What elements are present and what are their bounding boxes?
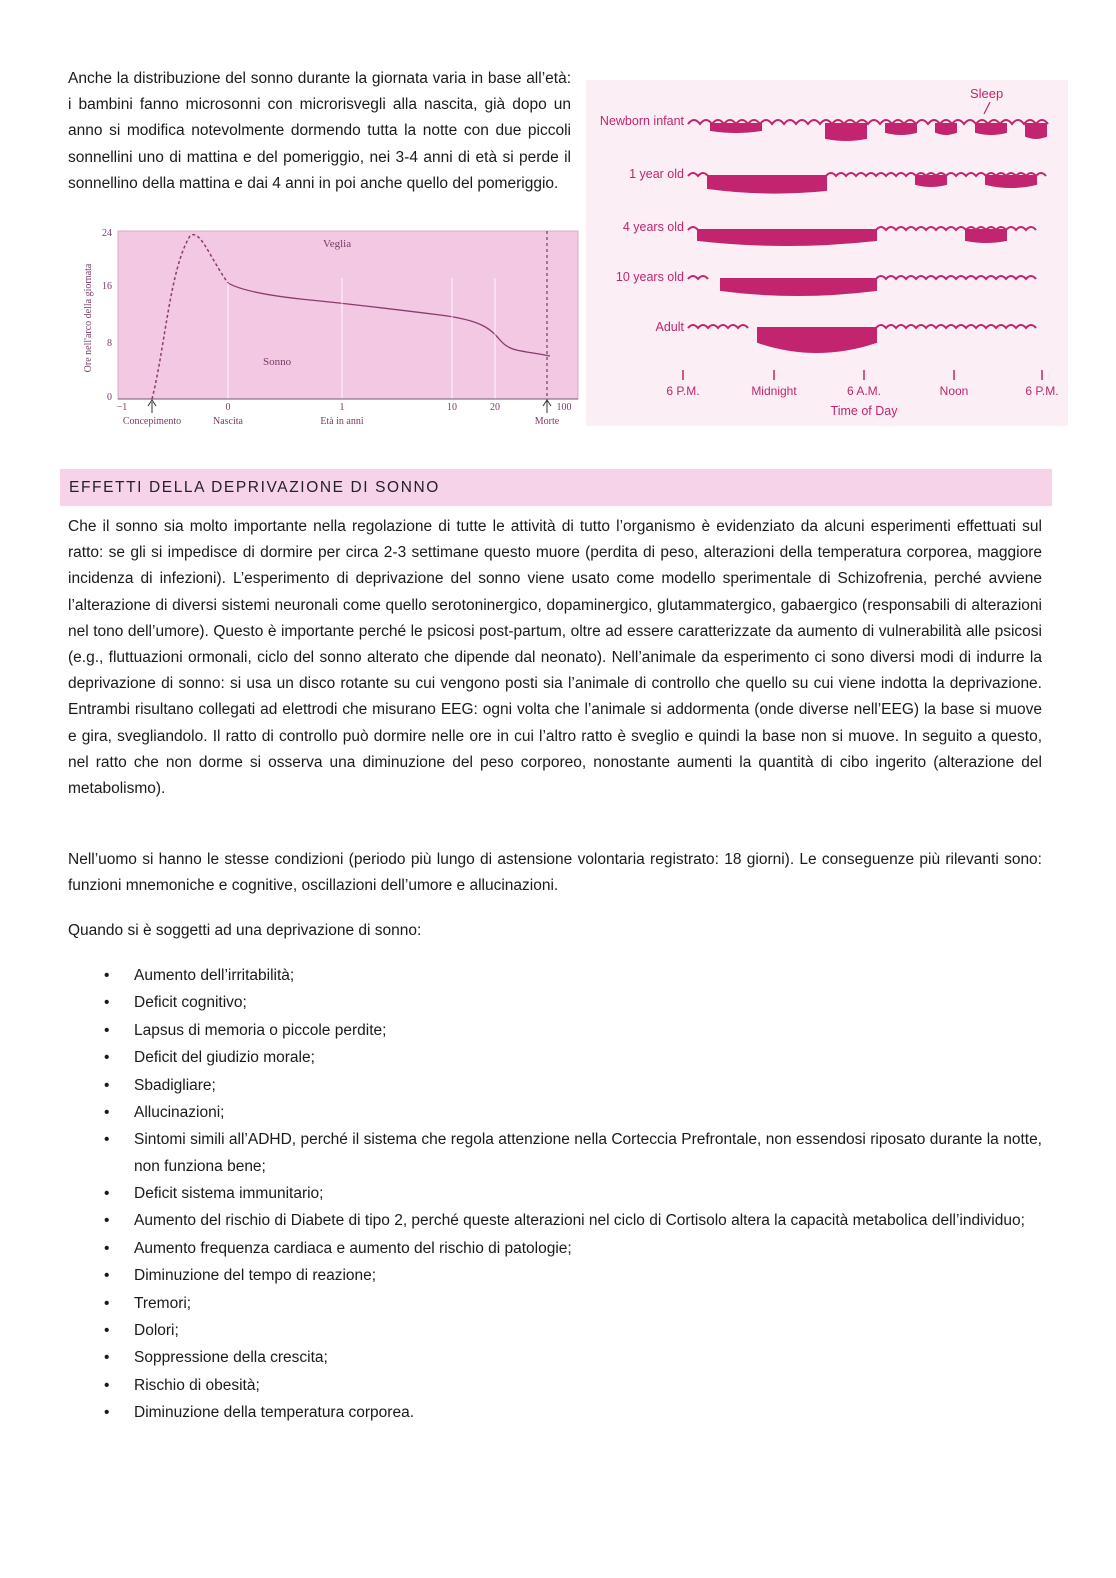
- four-years-sleep-trace: [688, 227, 1036, 245]
- list-item: • Deficit cognitivo;: [68, 990, 1042, 1016]
- label-sonno: Sonno: [263, 356, 292, 368]
- lifespan-sleep-chart: [70, 228, 580, 433]
- xtick-1: 1: [339, 402, 345, 413]
- bullet-icon: •: [104, 1376, 110, 1394]
- intro-paragraph: Anche la distribuzione del sonno durante la giornata varia in base all’età: i bambini fanno microsonni con microrisvegli alla nascita, già dopo un anno si modifica notevolmente dormendo tutta la notte con due piccoli sonnellini uno di mattina e del pomeriggio, nei 3-4 anni di età si perde il sonnellino della mattina e dai 4 anni in poi anche quello del pomeriggio.: [68, 70, 571, 192]
- row-label-newborn: Newborn infant: [599, 114, 684, 128]
- bullet-icon: •: [104, 1239, 110, 1257]
- bullet-icon: •: [104, 1267, 110, 1285]
- list-item: • Sbadigliare;: [68, 1073, 1042, 1099]
- list-item: • Soppressione della crescita;: [68, 1345, 1042, 1371]
- time-6pm-end: 6 P.M.: [1025, 384, 1059, 398]
- row-label-adult: Adult: [655, 320, 684, 334]
- row-label-10years: 10 years old: [615, 270, 684, 284]
- list-item: • Sintomi simili all’ADHD, perché il sistema che regola attenzione nella Corteccia Prefrontale, non essendosi riposato durante la notte, non funziona bene;: [68, 1127, 1042, 1179]
- section-title: EFFETTI DELLA DEPRIVAZIONE DI SONNO: [69, 478, 440, 496]
- label-veglia: Veglia: [323, 238, 352, 250]
- daily-sleep-pattern-chart: [586, 80, 1068, 426]
- xlabel-concepimento: Concepimento: [122, 416, 182, 427]
- ytick-8: 8: [107, 338, 112, 349]
- bullet-icon: •: [104, 1049, 110, 1067]
- ytick-24: 24: [102, 228, 112, 239]
- list-item: • Deficit sistema immunitario;: [68, 1181, 1042, 1207]
- row-label-4years: 4 years old: [622, 220, 684, 234]
- paragraph-rat-experiment: Che il sonno sia molto importante nella regolazione di tutte le attività di tutto l’organismo è evidenziato da alcuni esperimenti effettuati sul ratto: se gli si impedisce di dormire per circa 2-3 settimane questo muore (perdita di peso, alterazioni della temperatura corporea, maggiore incidenza di infezioni). L’esperimento di deprivazione del sonno viene usato come modello sperimentale di Schizofrenia, perché avviene l’alterazione di diversi sistemi neuronali come quello serotoninergico, dopaminergico, glutammatergico, gabaergico (responsabili di alterazioni nel tono dell’umore). Questo è importante perché le psicosi post-partum, oltre ad essere caratterizzate da aumento di vulnerabilità alle psicosi (e.g., fluttuazioni ormonali, ciclo del sonno alterato che dipende dal neonato). Nell’animale da esperimento ci sono diversi modi di indurre la deprivazione di sonno: si usa un disco rotante su cui vengono posti sia l’animale di controllo che quello su cui viene indotta la deprivazione. Entrambi risultano collegati ad elettrodi che misurano EEG: ogni volta che l’animale si addormenta (onde diverse nell’EEG) la base si muove e gira, svegliandolo. Il ratto di controllo può dormire nelle ore in cui l’altro ratto è sveglio e quindi la base non si muove. In seguito a questo, nel ratto che non dorme si osserva una diminuzione del peso corporeo, nonostante aumenti la quantità di cibo ingerito (alterazione del metabolismo).: [68, 518, 1042, 798]
- row-label-1year: 1 year old: [629, 167, 684, 181]
- time-6am: 6 A.M.: [846, 384, 882, 398]
- list-item: • Diminuzione del tempo di reazione;: [68, 1263, 1042, 1289]
- list-item: • Lapsus di memoria o piccole perdite;: [68, 1018, 1042, 1044]
- list-item: • Tremori;: [68, 1291, 1042, 1317]
- time-noon: Noon: [939, 384, 969, 398]
- xlabel-time-of-day: Time of Day: [830, 404, 898, 418]
- bullet-icon: •: [104, 1404, 110, 1422]
- xlabel-eta: Età in anni: [320, 416, 364, 427]
- effects-list: [68, 963, 1042, 1427]
- bullet-icon: •: [104, 1212, 110, 1230]
- xtick-0: 0: [225, 402, 231, 413]
- ytick-16: 16: [102, 281, 112, 292]
- list-item: • Dolori;: [68, 1318, 1042, 1344]
- list-item: • Deficit del giudizio morale;: [68, 1045, 1042, 1071]
- bullet-icon: •: [104, 1076, 110, 1094]
- bullet-icon: •: [104, 1103, 110, 1121]
- bullet-icon: •: [104, 1321, 110, 1339]
- paragraph-list-intro: Quando si è soggetti ad una deprivazione di sonno:: [68, 922, 422, 939]
- bullet-icon: •: [104, 994, 110, 1012]
- bullet-icon: •: [104, 1294, 110, 1312]
- ylabel: Ore nell'arco della giornata: [83, 263, 94, 373]
- section-header: [60, 469, 1052, 506]
- ytick-0: 0: [107, 392, 112, 403]
- bullet-icon: •: [104, 1184, 110, 1202]
- bullet-icon: •: [104, 1349, 110, 1367]
- list-item: • Aumento del rischio di Diabete di tipo 2, perché queste alterazioni nel ciclo di Cortisolo altera la capacità metabolica dell’individuo;: [68, 1208, 1042, 1234]
- xlabel-morte: Morte: [534, 416, 560, 427]
- time-midnight: Midnight: [751, 384, 797, 398]
- bullet-icon: •: [104, 1021, 110, 1039]
- paragraph-human: Nell’uomo si hanno le stesse condizioni (periodo più lungo di astensione volontaria registrato: 18 giorni). Le conseguenze più rilevanti sono: funzioni mnemoniche e cognitive, oscillazioni dell’umore e allucinazioni.: [68, 851, 1042, 895]
- bullet-icon: •: [104, 1131, 110, 1149]
- xlabel-nascita: Nascita: [213, 416, 243, 427]
- xtick-100: 100: [556, 402, 572, 413]
- list-item: • Allucinazioni;: [68, 1100, 1042, 1126]
- list-item: • Aumento frequenza cardiaca e aumento del rischio di patologie;: [68, 1236, 1042, 1262]
- list-item: • Rischio di obesità;: [68, 1373, 1042, 1399]
- sleep-label: Sleep: [970, 86, 1004, 101]
- xtick-minus1: −1: [116, 402, 128, 413]
- list-item: • Aumento dell’irritabilità;: [68, 963, 1042, 989]
- bullet-icon: •: [104, 967, 110, 984]
- arrow-concepimento: [148, 400, 156, 413]
- list-item: • Diminuzione della temperatura corporea.: [68, 1400, 1042, 1426]
- xtick-20: 20: [490, 402, 500, 413]
- time-6pm-start: 6 P.M.: [666, 384, 700, 398]
- xtick-10: 10: [447, 402, 457, 413]
